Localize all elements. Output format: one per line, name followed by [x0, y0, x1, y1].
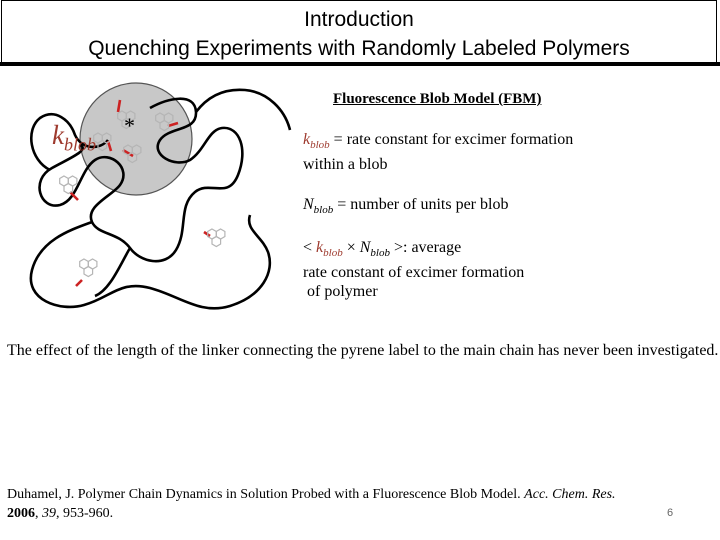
slide-title: Introduction — [304, 8, 414, 31]
k-blob-label: $k_{blob}$ — [52, 120, 96, 155]
excited-star: * — [124, 113, 135, 138]
polymer-blob-diagram — [0, 70, 310, 340]
title-box — [1, 0, 717, 64]
def-kblob: $k_{blob}$ = rate constant for excimer formation within a blob — [303, 131, 574, 174]
def-nblob: $N_{blob}$ = number of units per blob — [303, 196, 509, 217]
reference: Duhamel, J. Polymer Chain Dynamics in Solution Probed with a Fluorescence Blob Model. Acc. Chem. Res. 2006, 39, 953-960. — [7, 487, 616, 521]
slide-subtitle: Quenching Experiments with Randomly Labeled Polymers — [88, 37, 630, 60]
fbm-title: Fluorescence Blob Model (FBM) — [333, 91, 542, 107]
statement-paragraph: The effect of the length of the linker connecting the pyrene label to the main chain has never been investigated. — [7, 342, 719, 359]
title-divider — [0, 62, 720, 66]
page-number: 6 — [667, 507, 674, 519]
def-average: < $k_{blob} \times N_{blob}$ >: average rate constant of excimer formation of polymer — [303, 239, 525, 301]
